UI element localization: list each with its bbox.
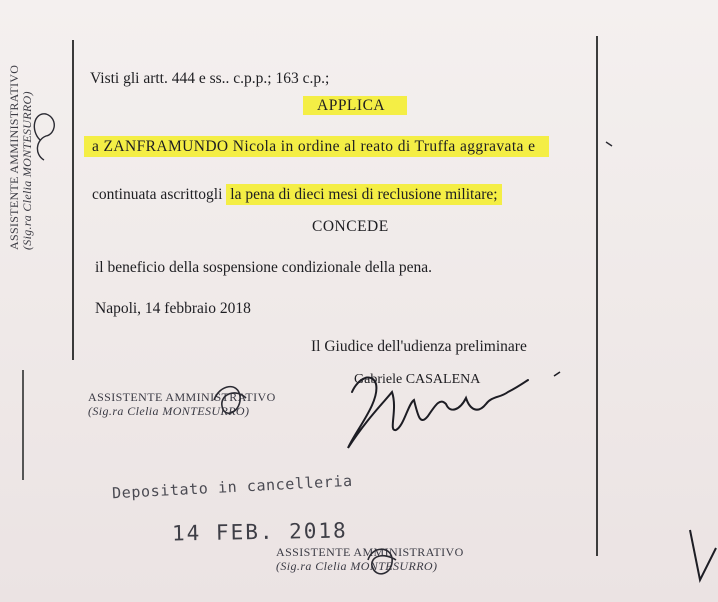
- side-stamp-title: ASSISTENTE AMMINISTRATIVO: [7, 64, 21, 250]
- middle-stamp-name: (Sig.ra Clelia MONTESURRO): [88, 404, 250, 418]
- place-date: Napoli, 14 febbraio 2018: [95, 300, 251, 317]
- right-edge-stroke: [690, 530, 716, 580]
- deposit-date: 14 FEB. 2018: [171, 518, 348, 546]
- highlight-tick: [606, 142, 612, 146]
- body-line-defendant: [84, 138, 549, 156]
- body-line-beneficio: il beneficio della sospensione condizionale della pena.: [95, 259, 433, 276]
- bottom-stamp-name: (Sig.ra Clelia MONTESURRO): [276, 559, 438, 573]
- body-line-penalty: [92, 186, 502, 204]
- penalty-highlight: la pena di dieci mesi di reclusione militare;: [226, 184, 501, 205]
- judge-title: Il Giudice dell'udienza preliminare: [311, 338, 527, 355]
- heading-applica: [303, 97, 407, 115]
- right-margin-rule: [596, 36, 598, 556]
- judge-name: Gabriele CASALENA: [354, 372, 481, 387]
- bottom-stamp: [276, 545, 464, 573]
- side-vertical-stamp: [8, 65, 34, 250]
- left-edge-mark: [0, 370, 24, 480]
- side-stamp-name: (Sig.ra Clelia MONTESURRO): [20, 91, 34, 250]
- applica-highlight: APPLICA: [303, 96, 407, 115]
- judge-signature: [348, 378, 528, 448]
- side-stamp-initials: [34, 114, 54, 160]
- middle-stamp: [88, 390, 276, 418]
- signature-tail: [554, 372, 560, 376]
- bottom-stamp-title: ASSISTENTE AMMINISTRATIVO: [276, 545, 464, 559]
- penalty-prefix: continuata ascrittogli: [92, 186, 227, 203]
- body-line-visti: Visti gli artt. 444 e ss.. c.p.p.; 163 c.p.;: [90, 70, 330, 87]
- deposit-label: Depositato in cancelleria: [111, 471, 354, 503]
- heading-concede: CONCEDE: [312, 218, 389, 235]
- left-margin-rule: [72, 40, 74, 360]
- defendant-highlight: a ZANFRAMUNDO Nicola in ordine al reato di Truffa aggravata e: [84, 136, 549, 157]
- middle-stamp-title: ASSISTENTE AMMINISTRATIVO: [88, 390, 276, 404]
